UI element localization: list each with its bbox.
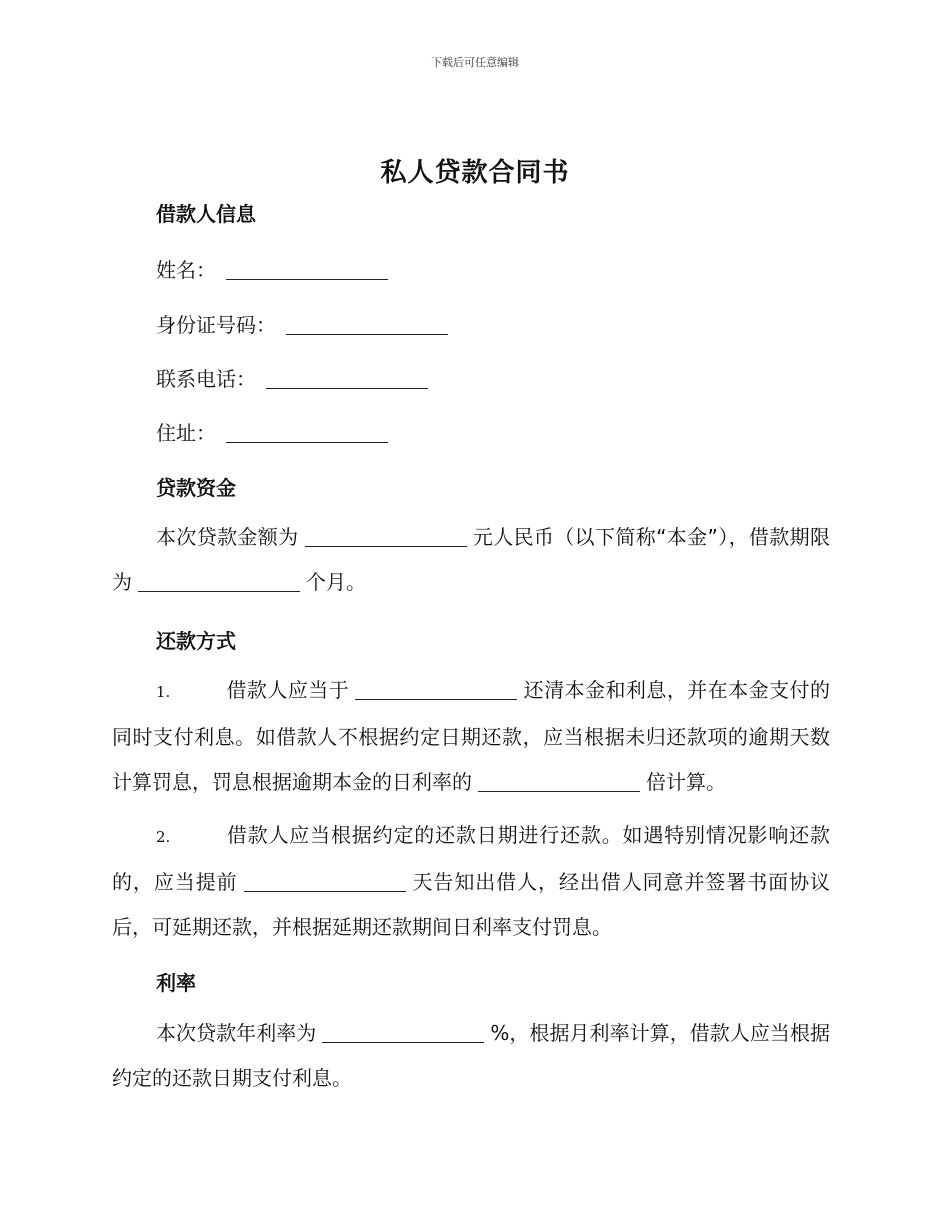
loan-text-a: 本次贷款金额为 xyxy=(156,525,299,549)
interest-paragraph xyxy=(112,1011,830,1101)
loan-text-c: 个月。 xyxy=(306,570,366,594)
field-id-number xyxy=(156,309,454,338)
item1-text-c: 倍计算。 xyxy=(646,770,726,794)
section-heading-loan: 贷款资金 xyxy=(156,476,236,500)
address-blank[interactable] xyxy=(226,422,388,443)
repayment-date-blank[interactable] xyxy=(355,679,517,700)
loan-term-blank[interactable] xyxy=(138,571,300,592)
item-number-1: 1. xyxy=(156,683,171,701)
section-heading-interest: 利率 xyxy=(156,971,196,995)
penalty-multiple-blank[interactable] xyxy=(478,771,640,792)
document-title: 私人贷款合同书 xyxy=(380,158,570,188)
item1-text-a: 借款人应当于 xyxy=(226,678,350,702)
interest-text-b: %，根据月利率计算，借款人应当根据约定的还款日期支付利息。 xyxy=(112,1021,830,1090)
field-name-label: 姓名： xyxy=(156,258,216,282)
item2-text-b: 天告知出借人，经出借人同意并签署书面协议后，可延期还款，并根据延期还款期间日利率支付罚息。 xyxy=(112,870,831,939)
field-phone-label: 联系电话： xyxy=(156,367,256,391)
id-number-blank[interactable] xyxy=(286,314,448,335)
item1-text-b: 还清本金和利息，并在本金支付的同时支付利息。如借款人不根据约定日期还款，应当根据未归还款项的逾期天数计算罚息，罚息根据逾期本金的日利率的 xyxy=(112,678,831,794)
section-heading-repayment: 还款方式 xyxy=(156,629,236,653)
item-number-2: 2. xyxy=(156,828,171,846)
interest-text-a: 本次贷款年利率为 xyxy=(156,1021,317,1045)
loan-text-b: 元人民币（以下简称“本金”），借款期限为 xyxy=(112,525,830,594)
section-heading-borrower: 借款人信息 xyxy=(156,202,256,226)
field-address xyxy=(156,417,394,446)
loan-paragraph xyxy=(112,515,830,605)
annual-rate-blank[interactable] xyxy=(322,1022,484,1043)
phone-blank[interactable] xyxy=(266,368,428,389)
loan-amount-blank[interactable] xyxy=(305,526,467,547)
field-name xyxy=(156,254,394,283)
notice-days-blank[interactable] xyxy=(244,871,406,892)
name-blank[interactable] xyxy=(226,259,388,280)
field-id-label: 身份证号码： xyxy=(156,313,276,337)
item2-text-a: 借款人应当根据约定的还款日期进行还款。如遇特别情况影响还款的，应当提前 xyxy=(112,823,830,894)
repayment-item-2 xyxy=(112,813,830,950)
header-note: 下载后可任意编辑 xyxy=(431,56,519,69)
field-phone xyxy=(156,363,434,392)
repayment-item-1 xyxy=(112,668,830,805)
field-address-label: 住址： xyxy=(156,421,216,445)
